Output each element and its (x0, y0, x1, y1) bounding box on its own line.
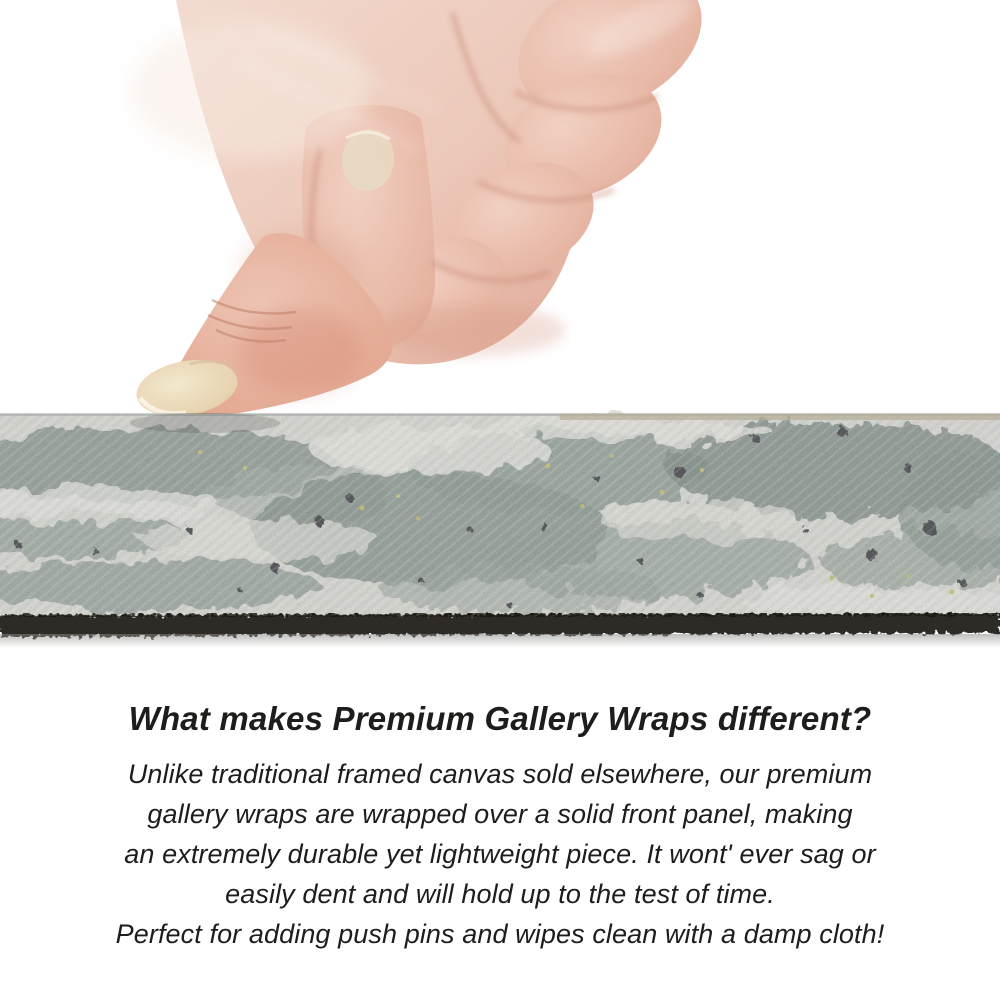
canvas-bottom-edge (0, 614, 1000, 637)
press-shadow (130, 413, 280, 433)
body-line-5: Perfect for adding push pins and wipes clean with a damp cloth! (115, 919, 885, 949)
body-line-1: Unlike traditional framed canvas sold elsewhere, our premium (127, 759, 873, 789)
body-line-3: an extremely durable yet lightweight piece. It wont' ever sag or (124, 839, 876, 869)
hand-photo (0, 0, 1000, 418)
heading: What makes Premium Gallery Wraps different? (128, 700, 872, 737)
caption-block (0, 700, 1000, 954)
body-line-4: easily dent and will hold up to the test of time. (225, 879, 775, 909)
thumb-pressure-tint (238, 308, 362, 392)
canvas-texture (0, 413, 1000, 618)
body-line-2: gallery wraps are wrapped over a solid front panel, making (147, 799, 853, 829)
canvas-strip (0, 410, 1000, 650)
canvas-shadow (0, 634, 1000, 648)
